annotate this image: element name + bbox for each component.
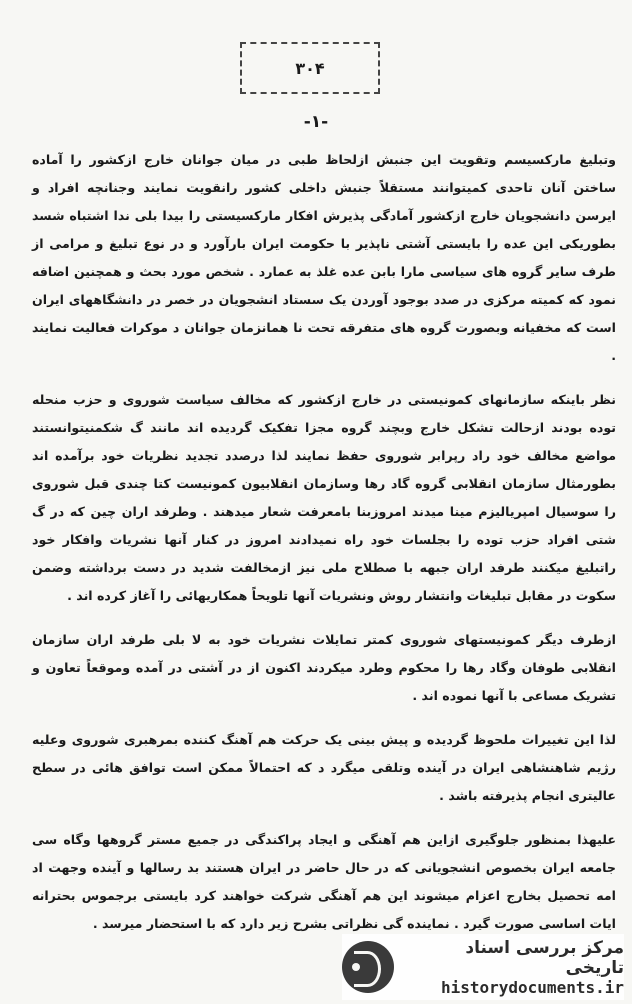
paragraph: نظر باینکه سازمانهای کمونیستی در خارج ازکشور که مخالف سیاست شوروی و حزب منحله توده بودند ازحالت تشکل خارج وبچند گروه مجزا تفکیک گردیده اند مانند گ شکمنیتوانستند مواضع مخالف خود راد رپرابر شوروی حفظ نمایند لذا درصدد تجدید نظریات خود برآمده اند بطورمثال سازمان انقلابی گروه گاد رها وسازمان انقلابیون کمونیست کتا چندی قبل شوروی را سوسیال امپریالیزم مینا میدند امروزبنا بامعرفت شعار میدهند . وطرفد اران چین که در گ شتی افراد حزب توده را بجلسات خود راه نمیدادند امروز در کنار آنها نشریات وافکار خود راتبلیغ میکنند طرفد اران جبهه با صطلاح ملی نیز ازمخالفت شدید در دست برداشته وضمن سکوت در مقابل تبلیغات وانتشار روش ونشریات آنها تلویحاً همکاریهائی را آغاز کرده اند . bbox=[32, 392, 616, 603]
page-number: -۱- bbox=[303, 112, 329, 132]
paragraph: لذا این تغییرات ملحوظ گردیده و پیش بینی یک حرکت هم آهنگ کننده بمرهبری شوروی وعلیه رژیم شاهنشاهی ایران در آینده وتلقی میگرد د که احتمالاً ممکن است توافق هائی در سطح عالیتری انجام پذیرفته باشد . bbox=[32, 732, 616, 803]
paragraph: علیهذا بمنظور جلوگیری ازاین هم آهنگی و ایجاد پراکندگی در جمیع مستر گروهها وگاه سی جامعه ایران بخصوص انشجویانی که در حال حاضر در ایران هستند بد رسالها و آینده وجهت اد امه تحصیل بخارج اعزام میشوند این هم آهنگی شرکت خواهند کرد بایستی برجموس بحترانه ایات اساسی صورت گیرد . نماینده گی نظراتی بشرح زیر دارد که با استحضار میرسد . bbox=[32, 832, 616, 931]
document-stamp bbox=[240, 42, 380, 94]
archive-watermark bbox=[342, 934, 624, 1000]
archive-logo-icon bbox=[342, 941, 394, 993]
watermark-site: historydocuments.ir bbox=[440, 977, 624, 997]
watermark-title: مرکز بررسی اسناد تاریخی bbox=[465, 937, 624, 978]
paragraph: ازطرف دیگر کمونیستهای شوروی کمتر تمایلات نشریات خود به لا بلی طرفد اران سازمان انقلابی طوفان وگاد رها را محکوم وطرد میکردند اکنون از در آشتی در آمده وموقعاً تعاون و تشریک مساعی با آنها نموده اند . bbox=[32, 632, 616, 703]
stamp-number: ۳۰۴ bbox=[295, 58, 325, 78]
paragraph: وتبلیغ مارکسیسم وتقویت این جنبش ازلحاظ طبی در میان جوانان خارج ازکشور را آماده ساختن آنان تاحدی کمیتوانند مستقلاً جنبش داخلی کشور رانقویت نمایند وجنانچه افراد و ایرسن دانشجویان خارج ازکشور آمادگی پذیرش افکار مارکسیستی را بیدا بلی ندا اشتباه شسد بطوریکی این عده را بایستی آشتی ناپذیر با حکومت ایران بارآورد و در نوع تبلیغ و مرامی از طرف سایر گروه های سیاسی مارا بابن عده غلذ به عمارد . شخص مورد بحث و همچنین اضافه نمود که کمیته مرکزی در صدد بوجود آوردن یک سستاد انشجویان در خصر در دانشگاههای ایران است که مخفیانه وبصورت گروه های متفرقه تحت نا همانزمان جوانان د موکرات فعالیت نمایند . bbox=[32, 152, 616, 363]
watermark-text bbox=[402, 938, 624, 997]
document-body bbox=[32, 146, 616, 938]
